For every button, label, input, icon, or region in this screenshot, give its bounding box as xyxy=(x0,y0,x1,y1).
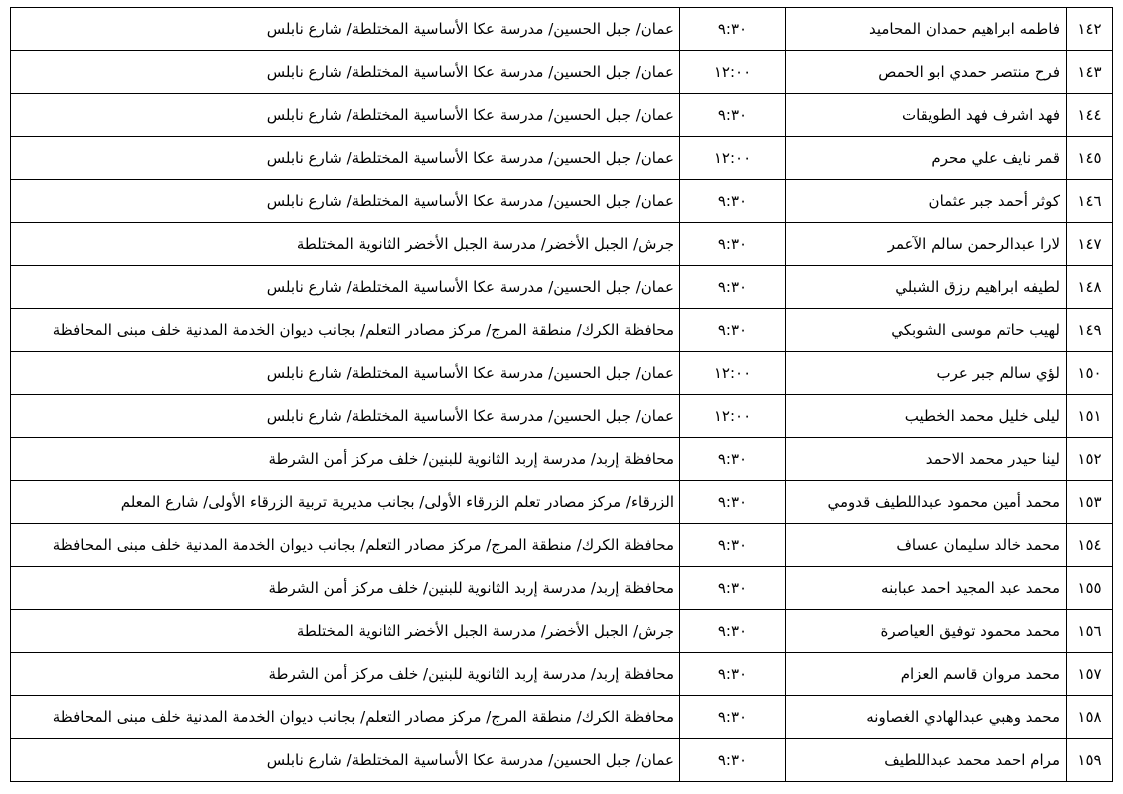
person-name: ليلى خليل محمد الخطيب xyxy=(786,395,1067,438)
table-row xyxy=(11,395,1113,438)
row-number: ١٥٥ xyxy=(1067,567,1113,610)
table-row xyxy=(11,266,1113,309)
exam-location: الزرقاء/ مركز مصادر تعلم الزرقاء الأولى/ بجانب مديرية تربية الزرقاء الأولى/ شارع المعلم xyxy=(11,481,680,524)
person-name: محمد محمود توفيق العياصرة xyxy=(786,610,1067,653)
exam-time: ٩:٣٠ xyxy=(680,696,786,739)
exam-time: ٩:٣٠ xyxy=(680,94,786,137)
row-number: ١٥٠ xyxy=(1067,352,1113,395)
row-number: ١٤٣ xyxy=(1067,51,1113,94)
row-number: ١٤٢ xyxy=(1067,8,1113,51)
exam-location: عمان/ جبل الحسين/ مدرسة عكا الأساسية المختلطة/ شارع نابلس xyxy=(11,180,680,223)
person-name: محمد عبد المجيد احمد عبابنه xyxy=(786,567,1067,610)
exam-location: عمان/ جبل الحسين/ مدرسة عكا الأساسية المختلطة/ شارع نابلس xyxy=(11,739,680,782)
table-row xyxy=(11,352,1113,395)
exam-time: ٩:٣٠ xyxy=(680,309,786,352)
row-number: ١٤٩ xyxy=(1067,309,1113,352)
person-name: قمر نايف علي محرم xyxy=(786,137,1067,180)
row-number: ١٤٦ xyxy=(1067,180,1113,223)
person-name: لينا حيدر محمد الاحمد xyxy=(786,438,1067,481)
exam-time: ٩:٣٠ xyxy=(680,266,786,309)
table-row xyxy=(11,137,1113,180)
exam-time: ٩:٣٠ xyxy=(680,180,786,223)
exam-time: ٩:٣٠ xyxy=(680,567,786,610)
exam-location: محافظة الكرك/ منطقة المرج/ مركز مصادر التعلم/ بجانب ديوان الخدمة المدنية خلف مبنى المحافظة xyxy=(11,696,680,739)
person-name: محمد مروان قاسم العزام xyxy=(786,653,1067,696)
exam-time: ٩:٣٠ xyxy=(680,653,786,696)
exam-time: ١٢:٠٠ xyxy=(680,137,786,180)
exam-location: عمان/ جبل الحسين/ مدرسة عكا الأساسية المختلطة/ شارع نابلس xyxy=(11,8,680,51)
table-row xyxy=(11,180,1113,223)
exam-time: ١٢:٠٠ xyxy=(680,395,786,438)
exam-location: محافظة الكرك/ منطقة المرج/ مركز مصادر التعلم/ بجانب ديوان الخدمة المدنية خلف مبنى المحافظة xyxy=(11,309,680,352)
row-number: ١٥٦ xyxy=(1067,610,1113,653)
row-number: ١٤٧ xyxy=(1067,223,1113,266)
table-row xyxy=(11,524,1113,567)
exam-location: محافظة إربد/ مدرسة إربد الثانوية للبنين/ خلف مركز أمن الشرطة xyxy=(11,567,680,610)
person-name: محمد وهبي عبدالهادي الغصاونه xyxy=(786,696,1067,739)
table-row xyxy=(11,438,1113,481)
table-row xyxy=(11,309,1113,352)
table-row xyxy=(11,94,1113,137)
exam-location: محافظة الكرك/ منطقة المرج/ مركز مصادر التعلم/ بجانب ديوان الخدمة المدنية خلف مبنى المحافظة xyxy=(11,524,680,567)
exam-time: ٩:٣٠ xyxy=(680,481,786,524)
schedule-table xyxy=(10,7,1113,782)
table-row xyxy=(11,567,1113,610)
table-row xyxy=(11,739,1113,782)
exam-location: جرش/ الجبل الأخضر/ مدرسة الجبل الأخضر الثانوية المختلطة xyxy=(11,610,680,653)
exam-time: ٩:٣٠ xyxy=(680,223,786,266)
exam-location: عمان/ جبل الحسين/ مدرسة عكا الأساسية المختلطة/ شارع نابلس xyxy=(11,266,680,309)
exam-location: عمان/ جبل الحسين/ مدرسة عكا الأساسية المختلطة/ شارع نابلس xyxy=(11,137,680,180)
person-name: فهد اشرف فهد الطويقات xyxy=(786,94,1067,137)
person-name: لطيفه ابراهيم رزق الشبلي xyxy=(786,266,1067,309)
exam-time: ٩:٣٠ xyxy=(680,524,786,567)
exam-location: محافظة إربد/ مدرسة إربد الثانوية للبنين/ خلف مركز أمن الشرطة xyxy=(11,438,680,481)
table-row xyxy=(11,696,1113,739)
row-number: ١٤٤ xyxy=(1067,94,1113,137)
person-name: مرام احمد محمد عبداللطيف xyxy=(786,739,1067,782)
row-number: ١٥٣ xyxy=(1067,481,1113,524)
exam-time: ١٢:٠٠ xyxy=(680,352,786,395)
table-row xyxy=(11,8,1113,51)
person-name: لؤي سالم جبر عرب xyxy=(786,352,1067,395)
document-page xyxy=(10,7,1113,782)
person-name: محمد أمين محمود عبداللطيف قدومي xyxy=(786,481,1067,524)
exam-location: عمان/ جبل الحسين/ مدرسة عكا الأساسية المختلطة/ شارع نابلس xyxy=(11,51,680,94)
exam-time: ٩:٣٠ xyxy=(680,438,786,481)
exam-location: جرش/ الجبل الأخضر/ مدرسة الجبل الأخضر الثانوية المختلطة xyxy=(11,223,680,266)
person-name: فرح منتصر حمدي ابو الحمص xyxy=(786,51,1067,94)
exam-location: محافظة إربد/ مدرسة إربد الثانوية للبنين/ خلف مركز أمن الشرطة xyxy=(11,653,680,696)
person-name: محمد خالد سليمان عساف xyxy=(786,524,1067,567)
table-row xyxy=(11,481,1113,524)
exam-location: عمان/ جبل الحسين/ مدرسة عكا الأساسية المختلطة/ شارع نابلس xyxy=(11,352,680,395)
exam-time: ٩:٣٠ xyxy=(680,610,786,653)
exam-location: عمان/ جبل الحسين/ مدرسة عكا الأساسية المختلطة/ شارع نابلس xyxy=(11,94,680,137)
exam-time: ١٢:٠٠ xyxy=(680,51,786,94)
person-name: لارا عبدالرحمن سالم الآعمر xyxy=(786,223,1067,266)
row-number: ١٤٥ xyxy=(1067,137,1113,180)
row-number: ١٥١ xyxy=(1067,395,1113,438)
exam-time: ٩:٣٠ xyxy=(680,8,786,51)
person-name: فاطمه ابراهيم حمدان المحاميد xyxy=(786,8,1067,51)
exam-time: ٩:٣٠ xyxy=(680,739,786,782)
table-row xyxy=(11,223,1113,266)
row-number: ١٥٧ xyxy=(1067,653,1113,696)
row-number: ١٥٤ xyxy=(1067,524,1113,567)
exam-location: عمان/ جبل الحسين/ مدرسة عكا الأساسية المختلطة/ شارع نابلس xyxy=(11,395,680,438)
row-number: ١٤٨ xyxy=(1067,266,1113,309)
table-row xyxy=(11,653,1113,696)
row-number: ١٥٩ xyxy=(1067,739,1113,782)
row-number: ١٥٢ xyxy=(1067,438,1113,481)
person-name: كوثر أحمد جبر عثمان xyxy=(786,180,1067,223)
table-row xyxy=(11,51,1113,94)
table-row xyxy=(11,610,1113,653)
person-name: لهيب حاتم موسى الشوبكي xyxy=(786,309,1067,352)
row-number: ١٥٨ xyxy=(1067,696,1113,739)
